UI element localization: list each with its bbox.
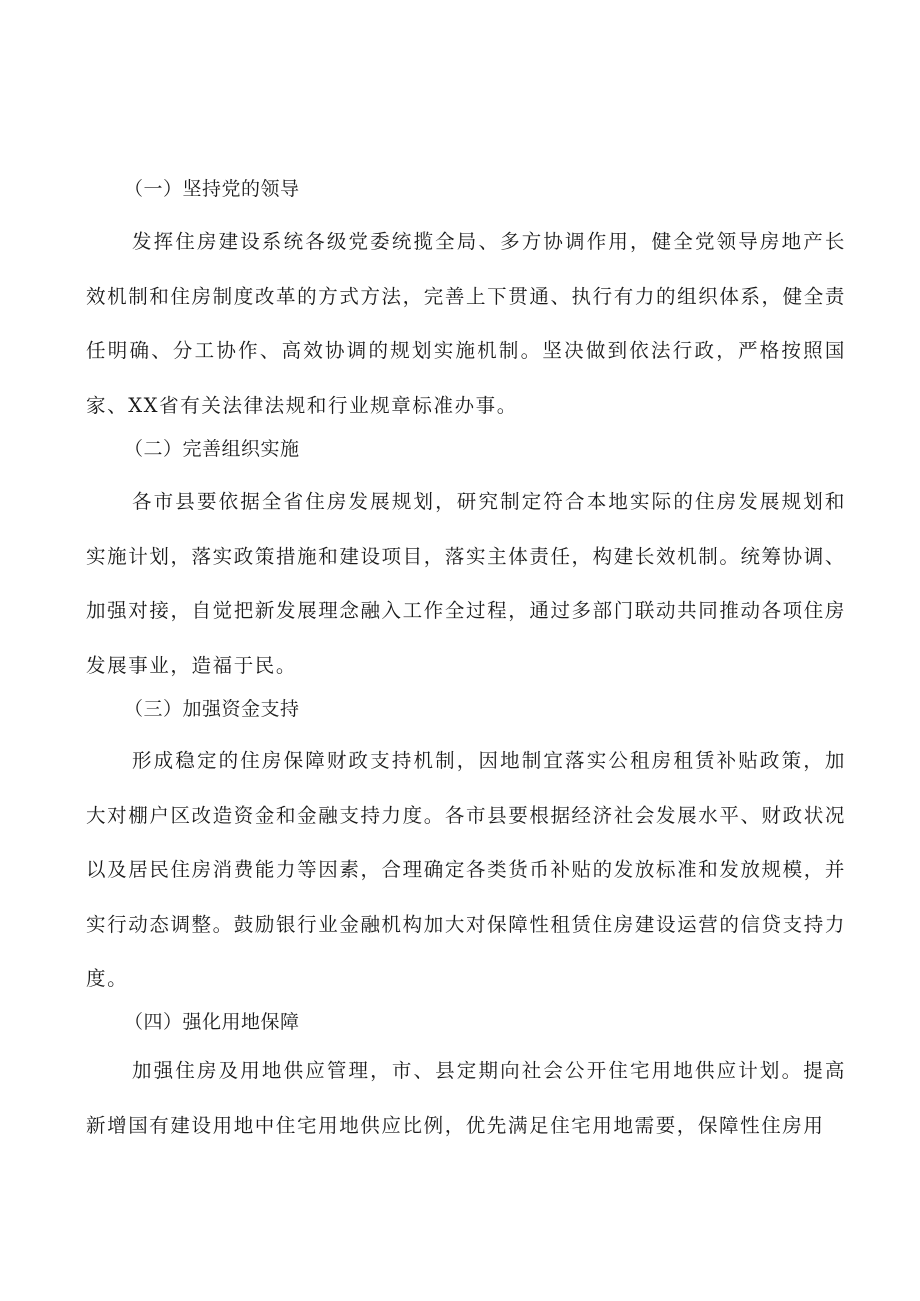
section-body-1: 发挥住房建设系统各级党委统揽全局、多方协调作用，健全党领导房地产长效机制和住房制度改革的方式方法，完善上下贯通、执行有力的组织体系，健全责任明确、分工协作、高效协调的规划实施机制。坚决做到依法行政，严格按照国家、XX省有关法律法规和行业规章标准办事。 bbox=[86, 230, 846, 417]
section-body-3: 形成稳定的住房保障财政支持机制，因地制宜落实公租房租赁补贴政策，加大对棚户区改造资金和金融支持力度。各市县要根据经济社会发展水平、财政状况以及居民住房消费能力等因素，合理确定各类货币补贴的发放标准和发放规模，并实行动态调整。鼓励银行业金融机构加大对保障性租赁住房建设运营的信贷支持力度。 bbox=[86, 749, 846, 990]
section-heading-4: （四）强化用地保障 bbox=[124, 1011, 300, 1033]
section-body-2: 各市县要依据全省住房发展规划，研究制定符合本地实际的住房发展规划和实施计划，落实政策措施和建设项目，落实主体责任，构建长效机制。统筹协调、加强对接，自觉把新发展理念融入工作全过程，通过多部门联动共同推动各项住房发展事业，造福于民。 bbox=[86, 490, 846, 677]
section-heading-3: （三）加强资金支持 bbox=[124, 698, 300, 720]
section-body-4: 加强住房及用地供应管理，市、县定期向社会公开住宅用地供应计划。提高新增国有建设用地中住宅用地供应比例，优先满足住宅用地需要，保障性住房用 bbox=[86, 1059, 846, 1137]
section-heading-1: （一）坚持党的领导 bbox=[124, 178, 300, 200]
section-heading-2: （二）完善组织实施 bbox=[124, 438, 300, 460]
